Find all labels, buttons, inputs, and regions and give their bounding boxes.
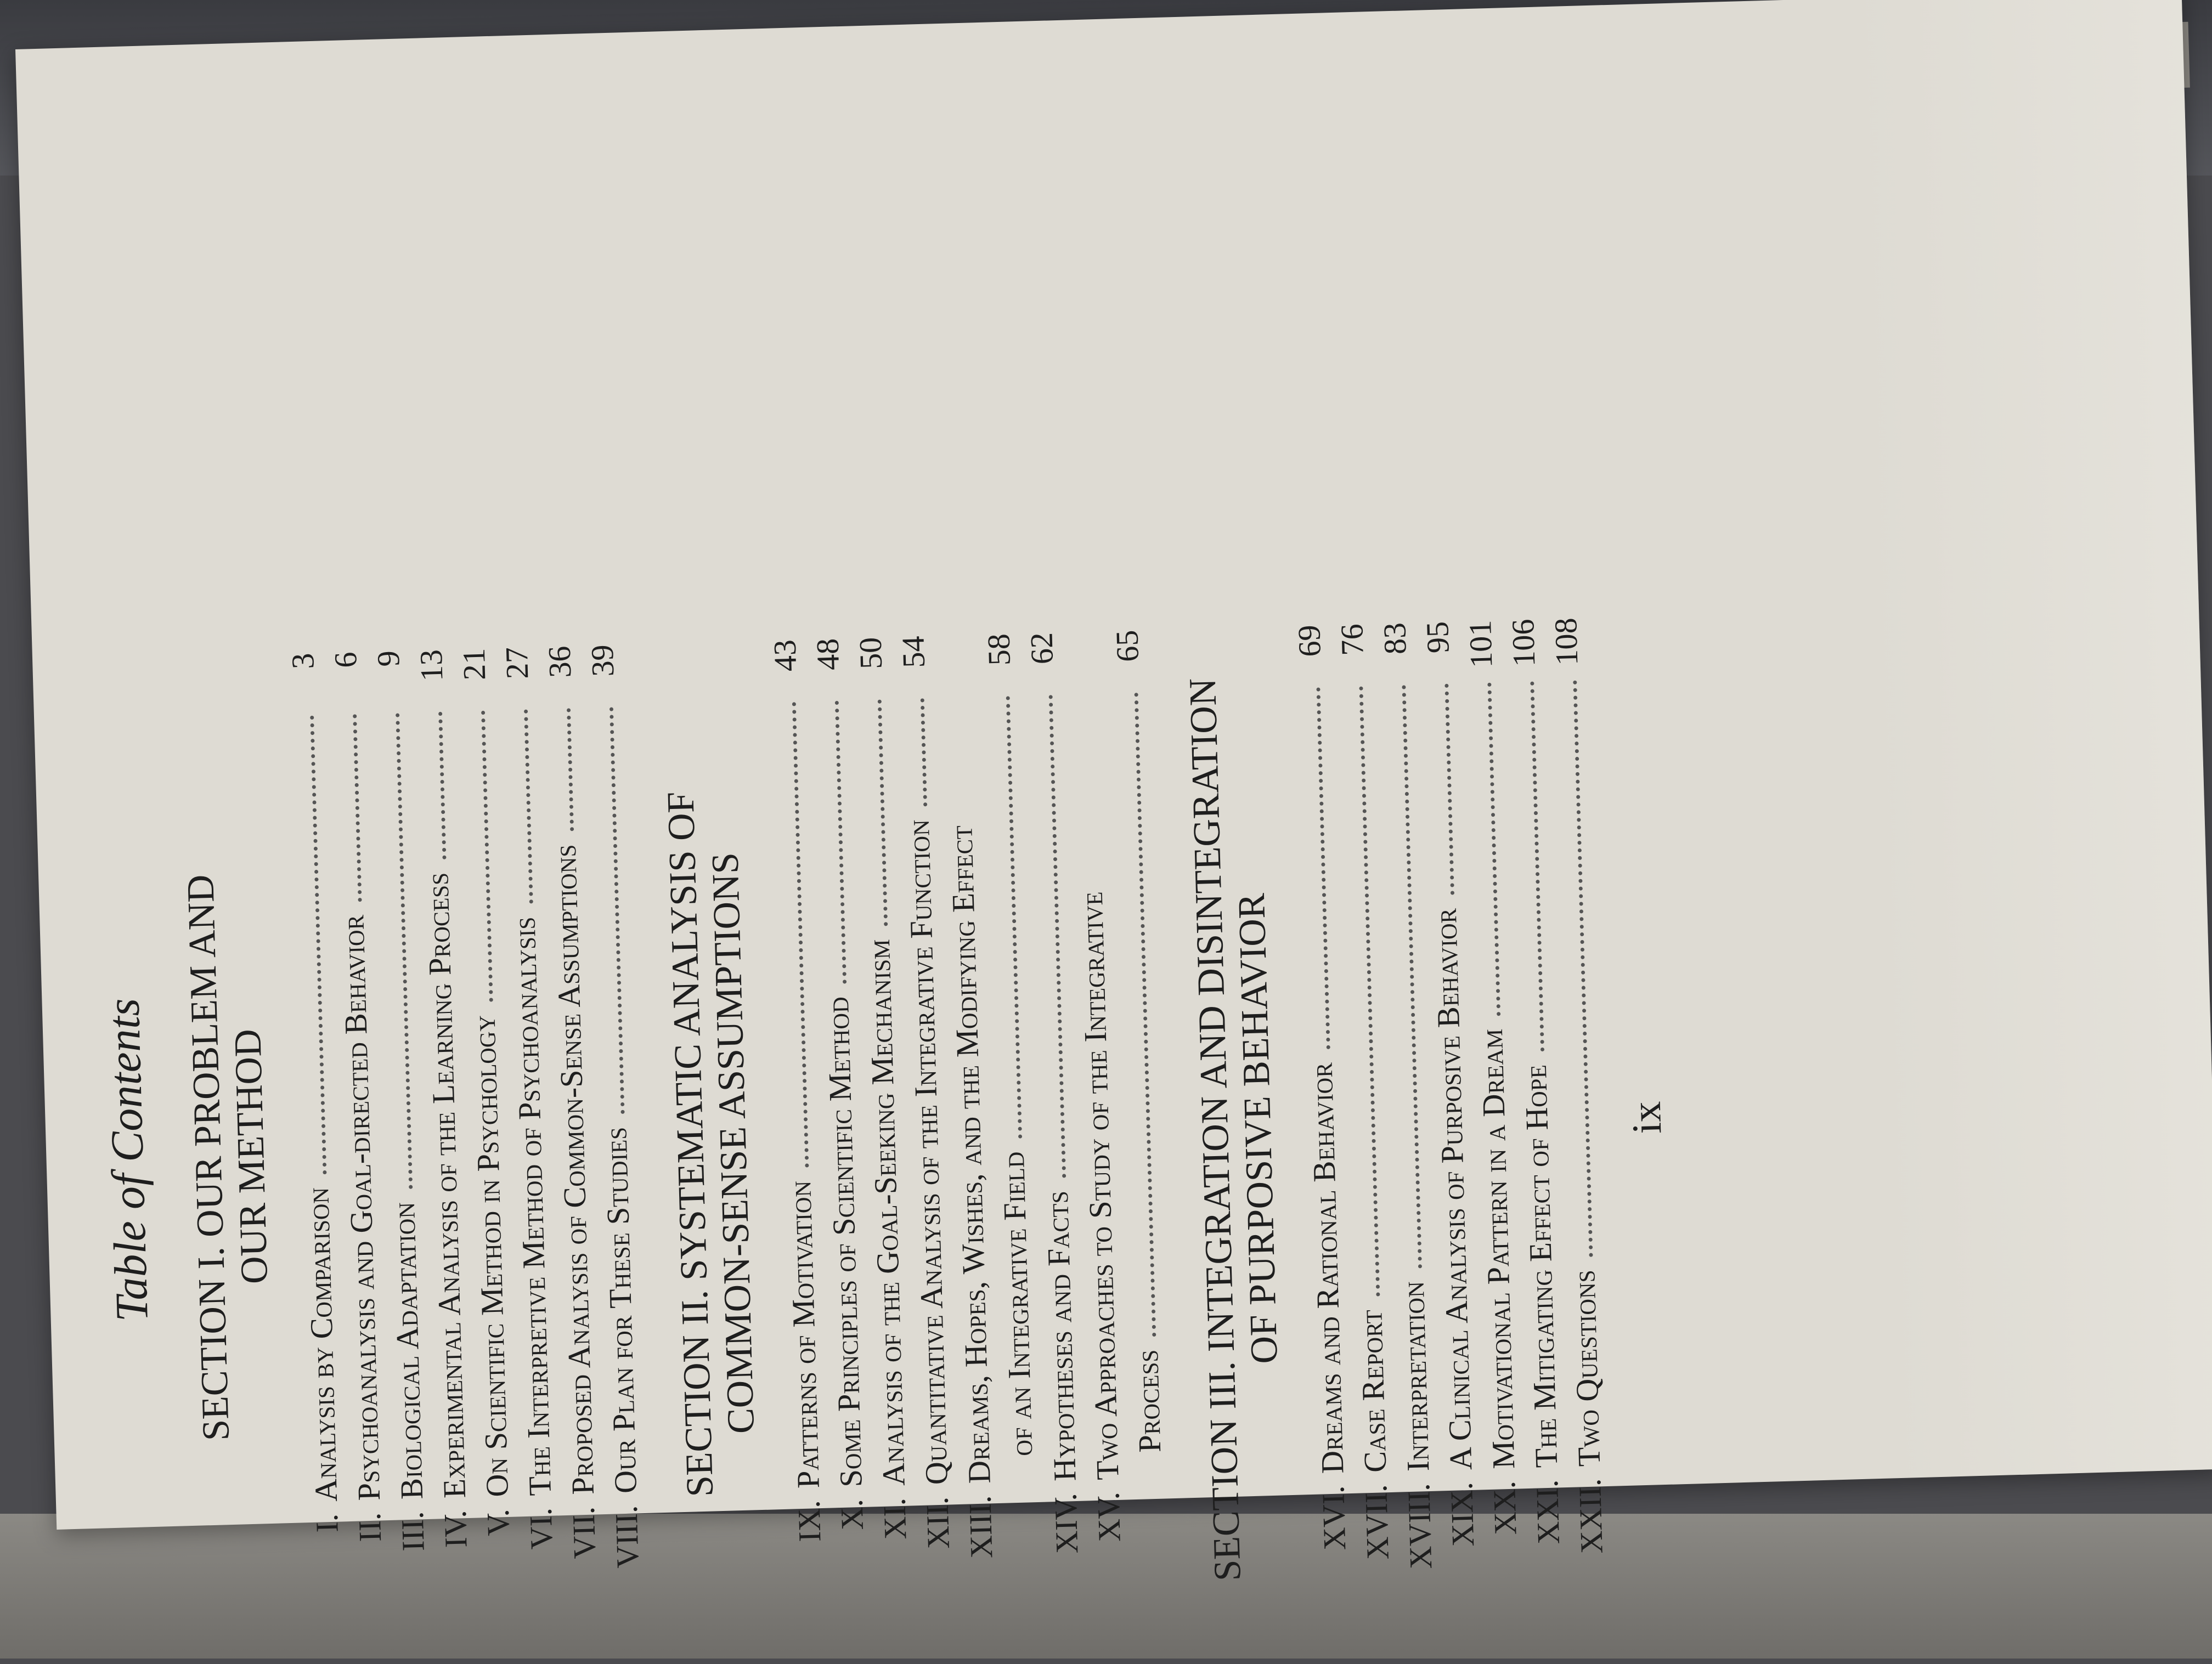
- chapter-numeral: XII.: [918, 1496, 956, 1550]
- page-number: 95: [1419, 621, 1457, 654]
- dot-leader: [610, 707, 625, 1114]
- chapter-numeral: XXII.: [1572, 1478, 1610, 1554]
- chapter-title: Dreams, Hopes, Wishes, and the Modifying Effect: [943, 825, 997, 1484]
- chapter-title: Experimental Analysis of the Learning Process: [419, 872, 472, 1499]
- page-number: 43: [766, 639, 803, 672]
- page-number: 50: [852, 637, 889, 670]
- dot-leader: [1402, 685, 1423, 1268]
- chapter-title: A Clinical Analysis of Purposive Behavior: [1427, 908, 1479, 1471]
- page-number: 21: [455, 648, 493, 681]
- chapter-numeral: XV.: [1090, 1491, 1127, 1543]
- page-number: 108: [1548, 617, 1585, 666]
- chapter-numeral: XIII.: [961, 1495, 1000, 1559]
- dot-leader: [438, 712, 447, 859]
- page-number: 54: [895, 635, 932, 669]
- section-heading: SECTION III. INTEGRATION AND DISINTEGRATION OF PURPOSIVE BEHAVIOR: [1181, 677, 1286, 1582]
- page-number: 3: [284, 652, 321, 670]
- page-number: 6: [327, 651, 364, 669]
- chapter-title: Biological Adaptation: [385, 1202, 430, 1500]
- dot-leader: [792, 702, 809, 1168]
- chapter-numeral: XXI.: [1529, 1479, 1567, 1545]
- dot-leader: [567, 708, 574, 831]
- page-number: 106: [1505, 618, 1542, 667]
- chapter-title: On Scientific Method in Psychology: [466, 1015, 515, 1498]
- page-number: 39: [584, 644, 621, 677]
- dot-leader: [1488, 682, 1501, 1015]
- chapter-numeral: IV.: [437, 1509, 474, 1548]
- chapter-title: Analysis by Comparison: [299, 1187, 344, 1503]
- chapter-numeral: XX.: [1486, 1480, 1524, 1536]
- table-of-contents: [87, 613, 1760, 1662]
- page-number: 9: [370, 650, 407, 667]
- chapter-title: Our Plan for These Studies: [597, 1127, 644, 1494]
- chapter-title: Case Report: [1353, 1309, 1393, 1473]
- page-number: 69: [1291, 624, 1328, 658]
- chapter-title: Interpretation: [1395, 1281, 1436, 1472]
- chapter-numeral: XIV.: [1047, 1492, 1085, 1554]
- chapter-title: The Interpretive Method of Psychoanalysis: [506, 916, 558, 1497]
- chapter-title: Analysis of the Goal-Seeking Mechanism: [860, 938, 912, 1487]
- dot-leader: [834, 701, 846, 984]
- page-folio: ix: [1623, 1100, 1671, 1135]
- page-number: 36: [541, 645, 578, 678]
- chapter-numeral: X.: [833, 1498, 870, 1531]
- dot-leader: [877, 699, 888, 926]
- chapter-numeral: VIII.: [608, 1505, 646, 1569]
- chapter-title: Motivational Pattern in a Dream: [1474, 1028, 1522, 1470]
- chapter-title: The Mitigating Effect of Hope: [1517, 1064, 1565, 1468]
- dot-leader: [524, 709, 533, 903]
- chapter-numeral: XVIII.: [1401, 1482, 1439, 1570]
- dot-leader: [481, 711, 493, 1002]
- chapter-title: Two Questions: [1566, 1269, 1607, 1467]
- dot-leader: [310, 715, 326, 1174]
- chapter-title: Two Approaches to Study of the Integrative: [1073, 891, 1126, 1481]
- chapter-numeral: VI.: [522, 1507, 560, 1550]
- dot-leader: [1048, 695, 1066, 1178]
- chapter-numeral: XI.: [876, 1497, 913, 1540]
- dot-leader: [396, 713, 413, 1189]
- chapter-numeral: XIX.: [1443, 1481, 1481, 1547]
- dot-leader: [920, 698, 927, 806]
- page-number: 62: [1023, 632, 1060, 665]
- page-number: 58: [980, 633, 1017, 666]
- page-number: 76: [1334, 623, 1371, 656]
- chapter-title: Some Principles of Scientific Method: [819, 996, 869, 1488]
- chapter-title: Hypotheses and Facts: [1039, 1190, 1083, 1482]
- chapter-numeral: XVI.: [1315, 1485, 1353, 1551]
- chapter-title-continued: Process: [1128, 1349, 1167, 1453]
- chapter-numeral: VII.: [565, 1506, 603, 1560]
- dot-leader: [1573, 680, 1593, 1257]
- chapter-title-continued: of an Integrative Field: [995, 1151, 1039, 1457]
- dot-leader: [1006, 696, 1022, 1139]
- chapter-numeral: IX.: [791, 1499, 828, 1543]
- dot-leader: [1317, 687, 1330, 1049]
- chapter-title: Patterns of Motivation: [781, 1180, 826, 1489]
- chapter-numeral: II.: [351, 1512, 388, 1543]
- section-heading: SECTION I. OUR PROBLEM AND OUR METHOD: [179, 874, 276, 1442]
- page-number: 65: [1108, 629, 1146, 663]
- dot-leader: [353, 714, 362, 902]
- page-number: 48: [809, 638, 846, 671]
- chapter-title: Proposed Analysis of Common-Sense Assumptions: [546, 844, 601, 1496]
- book-page: [15, 0, 2212, 1582]
- dot-leader: [1445, 684, 1455, 895]
- page-number: 101: [1462, 619, 1499, 669]
- section-heading: SECTION II. SYSTEMATIC ANALYSIS OF COMMON-SENSE ASSUMPTIONS: [659, 791, 763, 1498]
- page-number: 27: [498, 647, 535, 680]
- page-title: Table of Contents: [98, 998, 158, 1323]
- chapter-numeral: III.: [394, 1510, 431, 1552]
- dot-leader: [1359, 686, 1380, 1297]
- dot-leader: [1531, 681, 1545, 1051]
- chapter-numeral: V.: [479, 1508, 516, 1537]
- dot-leader: [1134, 692, 1156, 1337]
- chapter-title: Psychoanalysis and Goal-directed Behavior: [335, 914, 387, 1501]
- chapter-title: Dreams and Rational Behavior: [1303, 1062, 1351, 1474]
- chapter-numeral: XVII.: [1358, 1484, 1396, 1560]
- page-number: 83: [1376, 622, 1414, 655]
- chapter-title: Quantitative Analysis of the Integrative Function: [900, 819, 955, 1486]
- page-number: 13: [413, 649, 450, 682]
- chapter-numeral: I.: [308, 1513, 345, 1533]
